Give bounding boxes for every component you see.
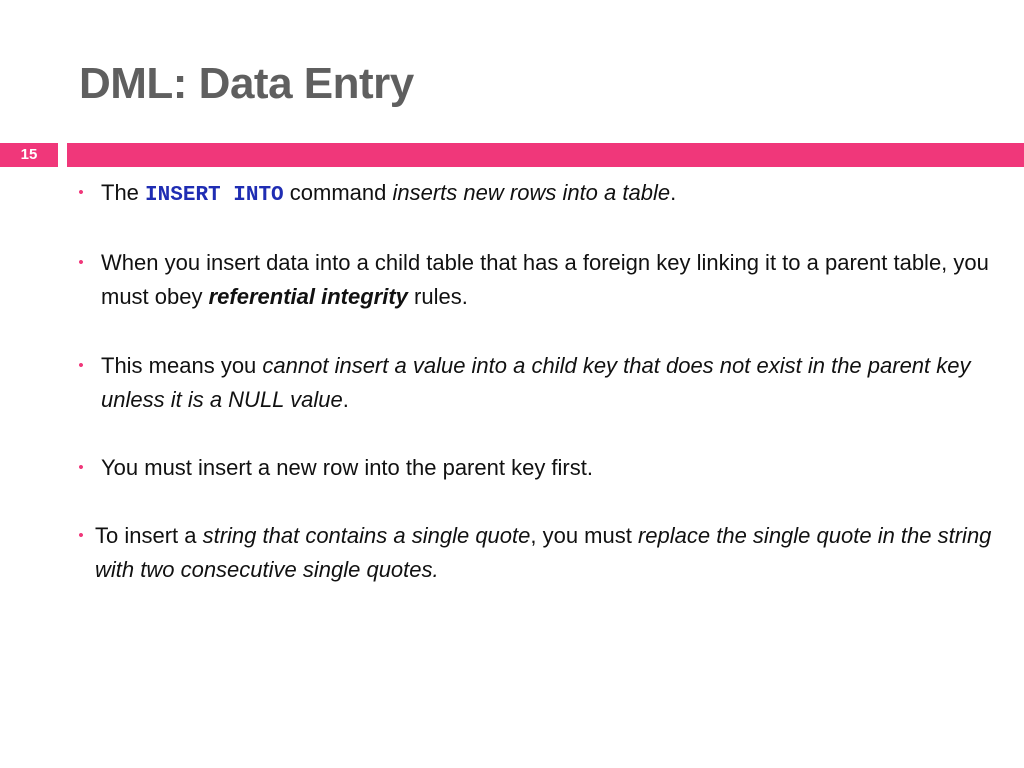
emphasis-text: inserts new rows into a table — [392, 180, 671, 205]
bullet-text: . — [342, 387, 349, 412]
bullet-text: rules. — [407, 284, 468, 309]
bullet-child-key — [78, 349, 1006, 417]
emphasis-text: replace the single quote in the string with two consecutive single quotes. — [95, 523, 992, 582]
slide-title: DML: Data Entry — [79, 59, 414, 108]
bullet-text: When you insert data into a child table that has a foreign key linking it to a parent table, you must obey — [101, 250, 989, 309]
title-accent-bar — [67, 143, 1024, 167]
emphasis-text: string that contains a single quote — [202, 523, 531, 548]
bullet-single-quote — [78, 519, 1005, 587]
code-keyword: INSERT INTO — [145, 184, 284, 207]
bullet-text: . — [670, 180, 677, 205]
bullet-dot-icon: • — [78, 459, 84, 476]
bullet-insert-into — [78, 176, 1001, 213]
bullet-dot-icon: • — [78, 527, 84, 544]
bullet-text: This means you — [101, 353, 263, 378]
bullet-text: To insert a — [95, 523, 203, 548]
bullet-dot-icon: • — [78, 184, 84, 201]
bullet-dot-icon: • — [78, 357, 84, 374]
bullet-text: You must insert a new row into the parent key first. — [101, 455, 593, 480]
slide-number-badge: 15 — [0, 143, 58, 167]
emphasis-text: cannot insert a value into a child key that does not exist in the parent key unless it is a NULL value — [101, 353, 971, 412]
bullet-text: , you must — [530, 523, 638, 548]
bullet-text: command — [289, 180, 393, 205]
emphasis-text: referential integrity — [208, 284, 408, 309]
bullet-text: The — [101, 180, 146, 205]
bullet-referential-integrity — [78, 246, 1001, 314]
bullet-parent-first — [78, 451, 1001, 485]
bullet-dot-icon: • — [78, 254, 84, 271]
